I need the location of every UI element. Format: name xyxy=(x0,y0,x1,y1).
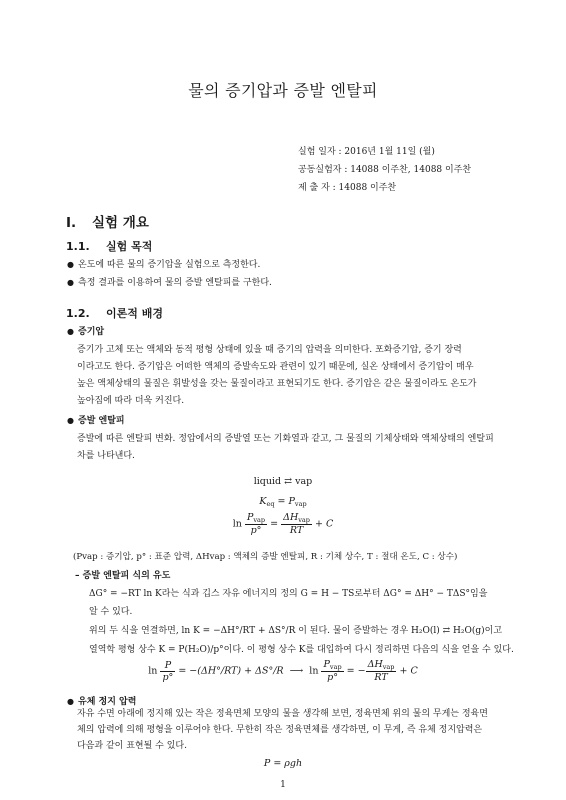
equation-equilibrium: liquid ⇄ vap xyxy=(253,476,313,487)
paragraph-line: ΔG° = −RT ln K라는 식과 깁스 자유 에너지의 정의 G = H − TS로부터 ΔG° = ΔH° − TΔS°임을 xyxy=(89,589,488,599)
topic-heading-vapor-pressure: ● 증기압 xyxy=(67,326,105,337)
paragraph-line: 증발에 따른 엔탈피 변화. 정압에서의 증발열 또는 기화열과 같고, 그 물질의 기체상태와 액체상태의 엔탈피 xyxy=(77,434,494,444)
paragraph-line: 위의 두 식을 연결하면, ln K = −ΔH°/RT + ΔS°/R 이 된다. 물이 증발하는 경우 H₂O(l) ⇄ H₂O(g)이고 xyxy=(89,626,503,636)
paragraph-line: 체의 압력에 의해 평형을 이루어야 한다. 무한히 작은 정육면체를 생각하면, 이 무게, 즉 유체 정지압력은 xyxy=(77,725,483,735)
paragraph-line: 차를 나타낸다. xyxy=(77,451,135,461)
bullet-icon: ● xyxy=(67,326,74,336)
topic-heading-fluid-pressure: ● 유체 정지 압력 xyxy=(67,696,137,707)
paragraph-line: 알 수 있다. xyxy=(89,607,133,617)
paragraph-line: 다음과 같이 표현될 수 있다. xyxy=(77,741,187,751)
subsection-heading-theory xyxy=(66,305,163,321)
bullet-icon: ● xyxy=(67,260,74,269)
experiment-date: 실험 일자 : 2016년 1월 11일 (월) xyxy=(298,147,435,157)
bullet-icon: ● xyxy=(67,415,74,425)
paragraph-line: 이라고도 한다. 증기압은 어떠한 액체의 증발속도와 관련이 있기 때문에, 실온 상태에서 증기압이 매우 xyxy=(77,362,474,372)
section-title: 실험 개요 xyxy=(92,215,149,231)
paragraph-line: 증기가 고체 또는 액체와 동적 평형 상태에 있을 때 증기의 압력을 의미한다. 포화증기압, 증기 장력 xyxy=(77,345,462,355)
derivation-heading: – 증발 엔탈피 식의 유도 xyxy=(75,571,171,581)
equation-keq: $K_{eq} = P_{vap}$ xyxy=(259,496,307,508)
subsection-title: 실험 목적 xyxy=(106,240,153,253)
section-number: I. xyxy=(66,215,77,231)
page-number: 1 xyxy=(280,780,286,790)
equation-clausius: ln $\frac{P_{vap}}{p^\circ}$ = $\frac{\Delta H_{vap}}{RT}$ + C xyxy=(232,512,334,536)
subsection-number: 1.1. xyxy=(66,240,90,253)
list-item: ● 측정 결과를 이용하여 물의 증발 엔탈피를 구한다. xyxy=(67,278,272,288)
paragraph-line: 열역학 평형 상수 K = P(H₂O)/p°이다. 이 평형 상수 K를 대입하여 다시 정리하면 다음의 식을 얻을 수 있다. xyxy=(89,645,514,655)
paragraph-line: 높은 액체상태의 물질은 휘발성을 갖는 물질이라고 표현되기도 한다. 증기압은 같은 물질이라도 온도가 xyxy=(77,379,477,389)
equation-hydrostatic: P = ρgh xyxy=(263,758,303,769)
equation-legend: (Pvap : 증기압, p° : 표준 압력, ΔHvap : 액체의 증발 엔탈피, R : 기체 상수, T : 절대 온도, C : 상수) xyxy=(73,552,458,562)
page-title: 물의 증기압과 증발 엔탈피 xyxy=(188,81,378,100)
equation-derivation: ln $\frac{P}{p^\circ}$ = −(ΔH°/RT) + ΔS°/R ⟶ ln $\frac{P_{vap}}{p^\circ}$ = − $\frac{\Delta H_{vap}}{RT}$ + C xyxy=(148,659,418,683)
paragraph-line: 자유 수면 아래에 정지해 있는 작은 정육면체 모양의 물을 생각해 보면, 정육면체 위의 물의 무게는 정육면 xyxy=(77,709,488,719)
list-item: ● 온도에 따른 물의 증기압을 실험으로 측정한다. xyxy=(67,260,261,270)
bullet-icon: ● xyxy=(67,278,74,287)
topic-heading-enthalpy: ● 증발 엔탈피 xyxy=(67,415,125,426)
submitter: 제 출 자 : 14088 이주찬 xyxy=(298,183,397,193)
section-heading-overview xyxy=(66,211,149,231)
coworkers: 공동실험자 : 14088 이주찬, 14088 이주찬 xyxy=(298,165,472,175)
subsection-title: 이론적 배경 xyxy=(106,307,163,320)
subsection-heading-purpose xyxy=(66,238,152,254)
subsection-number: 1.2. xyxy=(66,307,90,320)
bullet-icon: ● xyxy=(67,696,74,706)
paragraph-line: 높아짐에 따라 더욱 커진다. xyxy=(77,396,185,406)
